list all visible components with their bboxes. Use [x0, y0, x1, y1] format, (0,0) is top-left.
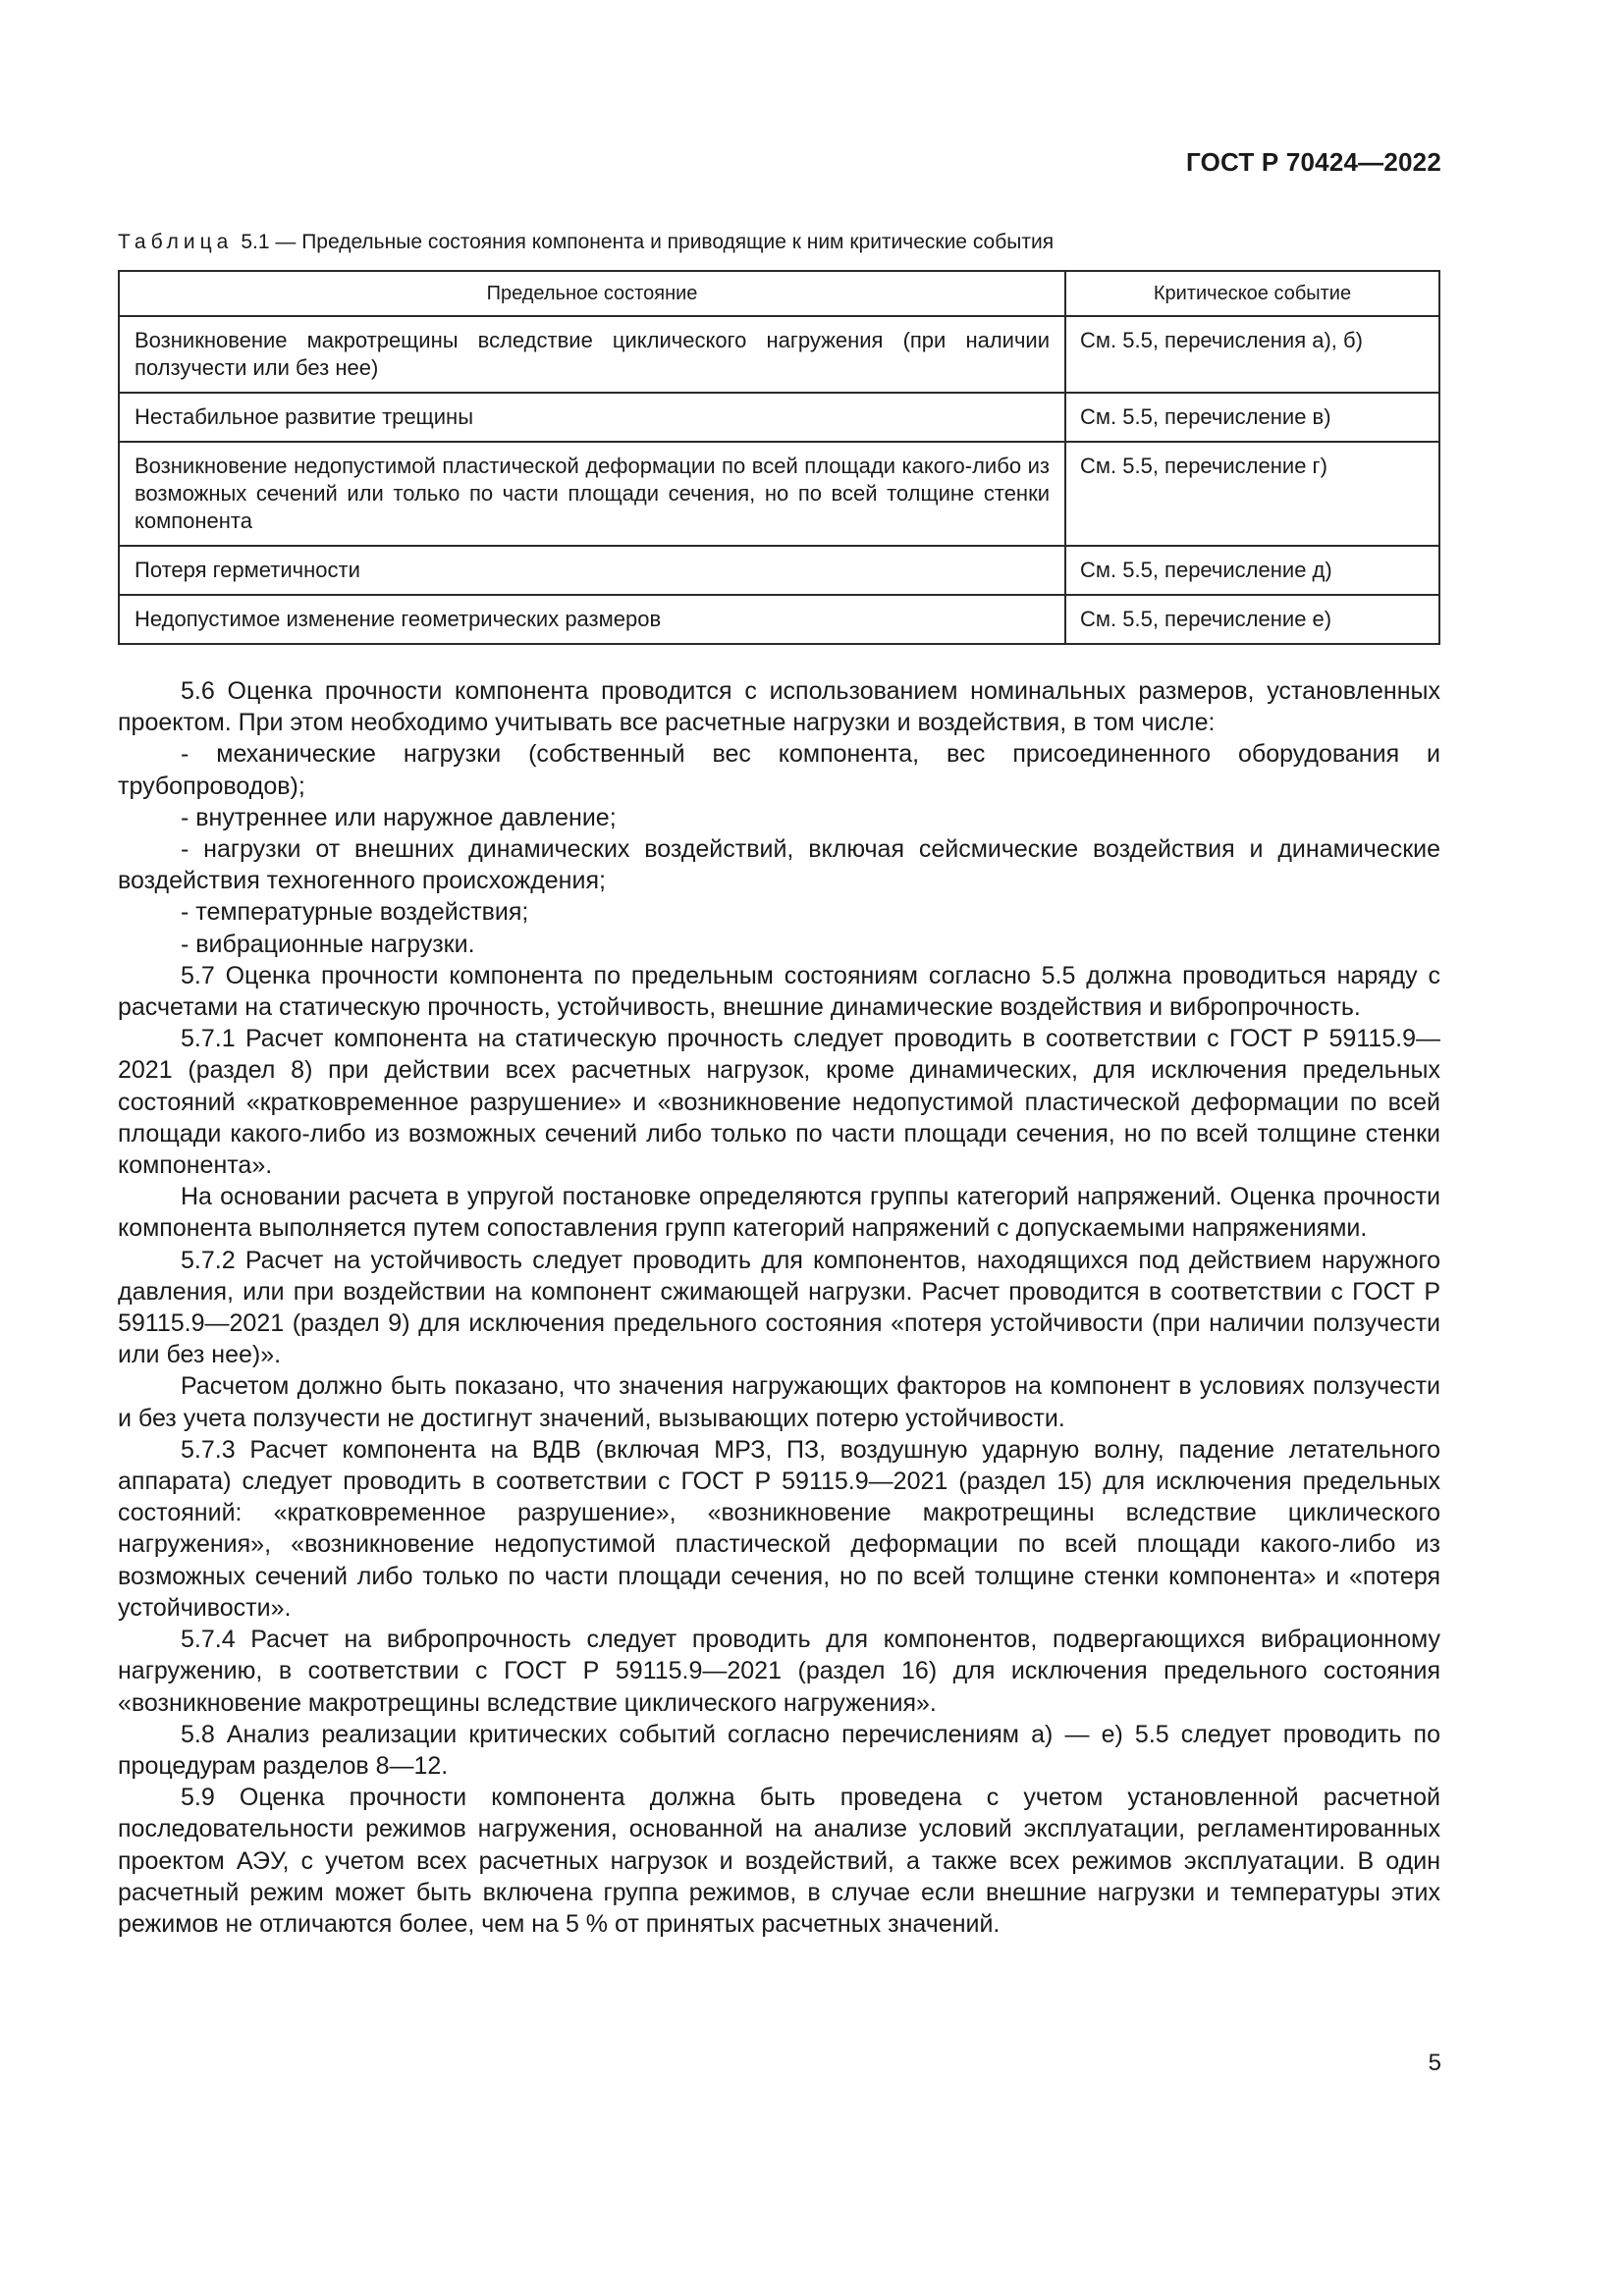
page-number: 5 [1428, 2050, 1441, 2076]
critical-event-cell: См. 5.5, перечисление е) [1065, 595, 1439, 644]
critical-event-cell: См. 5.5, перечисление в) [1065, 393, 1439, 442]
critical-event-cell: См. 5.5, перечисления а), б) [1065, 316, 1439, 393]
limit-state-cell: Недопустимое изменение геометрических размеров [119, 595, 1065, 644]
column-header-limit-state: Предельное состояние [119, 271, 1065, 316]
list-item: - внутреннее или наружное давление; [181, 803, 617, 831]
limit-states-table [118, 270, 1440, 645]
limit-state-cell: Потеря герметичности [119, 546, 1065, 595]
table-row [119, 316, 1439, 393]
limit-state-cell: Возникновение недопустимой пластической деформации по всей площади какого-либо из возможных сечений или только по части площади сечения, но по всей толщине стенки компонента [119, 442, 1065, 546]
paragraph-5-7-4: 5.7.4 Расчет на вибропрочность следует проводить для компонентов, подвергающихся вибрационному нагружению, в соответствии с ГОСТ Р 59115.9—2021 (раздел 16) для исключения предельного состояния «возникновение макротрещины вследствие циклического нагружения». [118, 1626, 1440, 1717]
paragraph-5-9: 5.9 Оценка прочности компонента должна быть проведена с учетом установленной расчетной последовательности режимов нагружения, основанной на анализе условий эксплуатации, регламентированных проектом АЭУ, с учетом всех расчетных нагрузок и воздействий, а также всех режимов эксплуатации. В один расчетный режим может быть включена группа режимов, в случае если внешние нагрузки и температуры этих режимов не отличаются более, чем на 5 % от принятых расчетных значений. [118, 1784, 1440, 1938]
table-row [119, 442, 1439, 546]
list-item: - вибрационные нагрузки. [181, 930, 475, 958]
paragraph-5-7-1: 5.7.1 Расчет компонента на статическую прочность следует проводить в соответствии с ГОСТ Р 59115.9—2021 (раздел 8) при действии всех расчетных нагрузок, кроме динамических, для исключения предельных состояний «кратковременное разрушение» и «возникновение недопустимой пластической деформации по всей площади какого-либо из возможных сечений либо только по части площади сечения, но по всей толщине стенки компонента». [118, 1025, 1440, 1180]
critical-event-cell: См. 5.5, перечисление г) [1065, 442, 1439, 546]
paragraph: Расчетом должно быть показано, что значения нагружающих факторов на компонент в условиях ползучести и без учета ползучести не достигнут значений, вызывающих потерю устойчивости. [118, 1372, 1440, 1432]
table-caption-label: Таблица [118, 231, 234, 253]
table-caption-title: 5.1 — Предельные состояния компонента и приводящие к ним критические события [241, 231, 1055, 253]
table-row [119, 595, 1439, 644]
limit-state-cell: Возникновение макротрещины вследствие циклического нагружения (при наличии ползучести или без нее) [119, 316, 1065, 393]
paragraph: На основании расчета в упругой постановке определяются группы категорий напряжений. Оценка прочности компонента выполняется путем сопоставления групп категорий напряжений с допускаемыми напряжениями. [118, 1183, 1440, 1243]
table-caption [118, 231, 1054, 254]
paragraph-5-7-2: 5.7.2 Расчет на устойчивость следует проводить для компонентов, находящихся под действием наружного давления, или при воздействии на компонент сжимающей нагрузки. Расчет проводится в соответствии с ГОСТ Р 59115.9—2021 (раздел 9) для исключения предельного состояния «потеря устойчивости (при наличии ползучести или без нее)». [118, 1246, 1440, 1369]
table-row [119, 546, 1439, 595]
document-id-header: ГОСТ Р 70424—2022 [1186, 147, 1441, 177]
paragraph-5-8: 5.8 Анализ реализации критических событий согласно перечислениям а) — е) 5.5 следует проводить по процедурам разделов 8—12. [118, 1720, 1440, 1780]
limit-state-cell: Нестабильное развитие трещины [119, 393, 1065, 442]
critical-event-cell: См. 5.5, перечисление д) [1065, 546, 1439, 595]
paragraph-5-7-3: 5.7.3 Расчет компонента на ВДВ (включая МРЗ, ПЗ, воздушную ударную волну, падение летательного аппарата) следует проводить в соответствии с ГОСТ Р 59115.9—2021 (раздел 15) для исключения предельных состояний: «кратковременное разрушение», «возникновение макротрещины вследствие циклического нагружения», «возникновение недопустимой пластической деформации по всей площади какого-либо из возможных сечений либо только по части площади сечения, но по всей толщине стенки компонента» и «потеря устойчивости». [118, 1435, 1440, 1622]
list-item: - температурные воздействия; [181, 898, 529, 927]
paragraph-5-7: 5.7 Оценка прочности компонента по предельным состояниям согласно 5.5 должна проводиться наряду с расчетами на статическую прочность, устойчивость, внешние динамические воздействия и вибропрочность. [118, 961, 1440, 1022]
list-item: - механические нагрузки (собственный вес компонента, вес присоединенного оборудования и трубопроводов); [118, 740, 1440, 800]
body-text [118, 675, 1440, 1940]
table-row [119, 393, 1439, 442]
paragraph-5-6: 5.6 Оценка прочности компонента проводится с использованием номинальных размеров, установленных проектом. При этом необходимо учитывать все расчетные нагрузки и воздействия, в том числе: [118, 677, 1440, 737]
list-item: - нагрузки от внешних динамических воздействий, включая сейсмические воздействия и динамические воздействия техногенного происхождения; [118, 835, 1440, 895]
column-header-critical-event: Критическое событие [1065, 271, 1439, 316]
table-header-row [119, 271, 1439, 316]
